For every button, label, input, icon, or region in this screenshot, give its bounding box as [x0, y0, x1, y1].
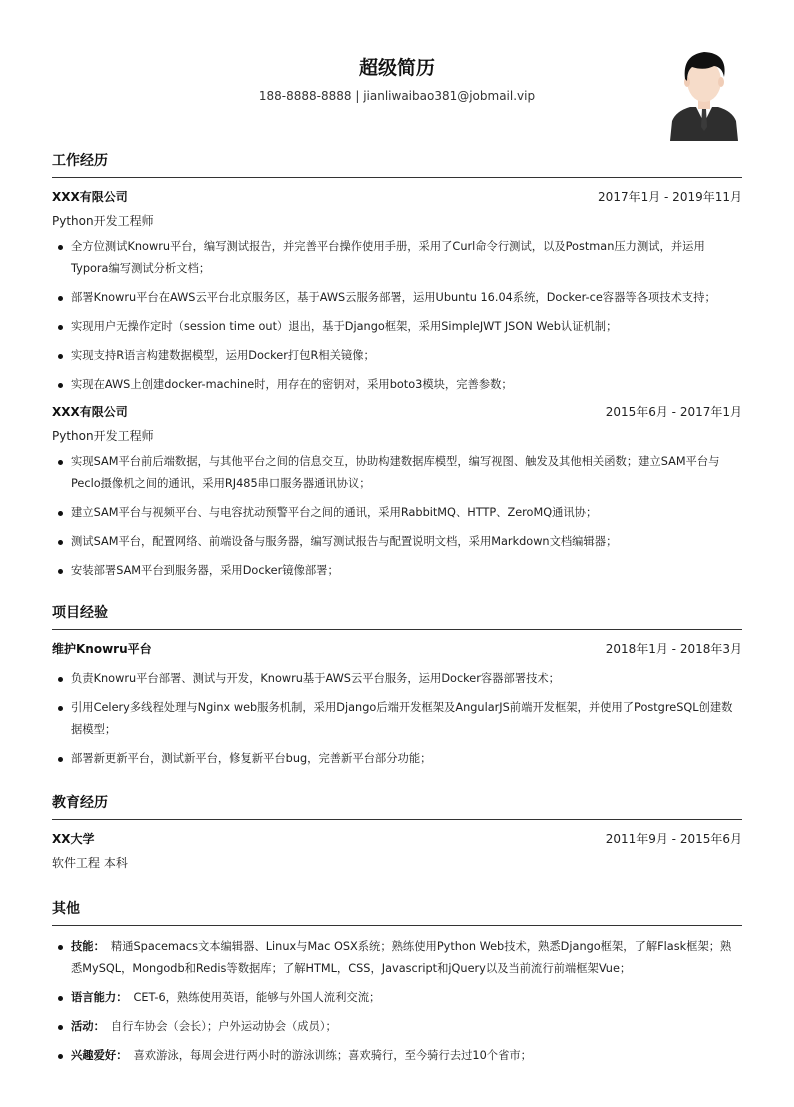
job-date: 2017年1月 - 2019年11月: [598, 190, 742, 204]
list-item: 安装部署SAM平台到服务器，采用Docker镜像部署；: [52, 560, 742, 582]
contact-info: 188-8888-8888 | jianliwaibao381@jobmail.vip: [258, 89, 536, 103]
education-degree: 软件工程 本科: [52, 856, 128, 870]
list-item: 实现支持R语言构建数据模型，运用Docker打包R相关镜像；: [52, 345, 742, 367]
list-item: [52, 1045, 742, 1067]
list-item: 引用Celery多线程处理与Nginx web服务机制，采用Django后端开发框架及AngularJS前端开发框架，并使用了PostgreSQL创建数据模型；: [52, 697, 742, 741]
other-bullets: [52, 936, 742, 1067]
job-date: 2015年6月 - 2017年1月: [605, 405, 742, 419]
list-item: 部署新更新平台，测试新平台，修复新平台bug，完善新平台部分功能；: [52, 748, 742, 770]
list-item: 实现SAM平台前后端数据，与其他平台之间的信息交互，协助构建数据库模型，编写视图、触发及其他相关函数；建立SAM平台与Peclo摄像机之间的通讯，采用RJ485串口服务器通讯协议；: [52, 451, 742, 495]
work-section-title: 工作经历: [52, 150, 742, 178]
list-item: 实现在AWS上创建docker-machine时，用存在的密钥对，采用boto3模块，完善参数；: [52, 374, 742, 396]
list-item: [52, 987, 742, 1009]
project-date: 2018年1月 - 2018年3月: [605, 642, 742, 656]
project-section-title: 项目经验: [52, 602, 742, 630]
job-bullets: [52, 236, 742, 396]
candidate-name: 超级简历: [358, 57, 435, 79]
item-label: 兴趣爱好：: [71, 1049, 128, 1062]
other-section-title: 其他: [52, 898, 742, 926]
school-name: XX大学: [52, 832, 95, 846]
item-label: 活动：: [71, 1020, 105, 1033]
list-item: 负责Knowru平台部署、测试与开发，Knowru基于AWS云平台服务，运用Docker容器部署技术；: [52, 668, 742, 690]
education-section: [52, 792, 742, 878]
list-item: 实现用户无操作定时（session time out）退出，基于Django框架，采用SimpleJWT JSON Web认证机制；: [52, 316, 742, 338]
job-company: XXX有限公司: [52, 405, 128, 419]
project-header: [52, 640, 742, 664]
item-text: CET-6，熟练使用英语，能够与外国人流利交流；: [133, 991, 381, 1004]
item-label: 技能：: [71, 940, 105, 953]
education-header: [52, 830, 742, 854]
job-header: [52, 403, 742, 427]
education-section-title: 教育经历: [52, 792, 742, 820]
list-item: [52, 1016, 742, 1038]
job-role: Python开发工程师: [52, 214, 154, 228]
list-item: 部署Knowru平台在AWS云平台北京服务区，基于AWS云服务部署，运用Ubuntu 16.04系统，Docker-ce容器等各项技术支持；: [52, 287, 742, 309]
resume-header: [52, 0, 742, 150]
resume-page: [52, 0, 742, 1074]
item-text: 自行车协会（会长）；户外运动协会（成员）；: [110, 1020, 337, 1033]
other-section: [52, 898, 742, 1067]
job-header: [52, 188, 742, 212]
project-section: [52, 602, 742, 770]
list-item: 建立SAM平台与视频平台、与电容扰动预警平台之间的通讯，采用RabbitMQ、HTTP、ZeroMQ通讯协；: [52, 502, 742, 524]
education-date: 2011年9月 - 2015年6月: [605, 832, 742, 846]
list-item: 测试SAM平台，配置网络、前端设备与服务器，编写测试报告与配置说明文档，采用Markdown文档编辑器；: [52, 531, 742, 553]
job-role: Python开发工程师: [52, 429, 154, 443]
male-avatar-icon: [668, 47, 740, 141]
job-bullets: [52, 451, 742, 582]
item-text: 喜欢游泳，每周会进行两小时的游泳训练；喜欢骑行，至今骑行去过10个省市；: [133, 1049, 532, 1062]
list-item: [52, 936, 742, 980]
project-bullets: [52, 668, 742, 770]
item-text: 精通Spacemacs文本编辑器、Linux与Mac OSX系统；熟练使用Python Web技术，熟悉Django框架，了解Flask框架；熟悉MySQL，Mongodb和Redis等数据库；了解HTML，CSS，Javascript和jQuery以及当前流行前端框架Vue；: [71, 940, 732, 975]
work-section: [52, 150, 742, 582]
list-item: 全方位测试Knowru平台，编写测试报告，并完善平台操作使用手册，采用了Curl命令行测试，以及Postman压力测试，并运用Typora编写测试分析文档；: [52, 236, 742, 280]
job-company: XXX有限公司: [52, 190, 128, 204]
project-name: 维护Knowru平台: [52, 642, 152, 656]
item-label: 语言能力：: [71, 991, 128, 1004]
